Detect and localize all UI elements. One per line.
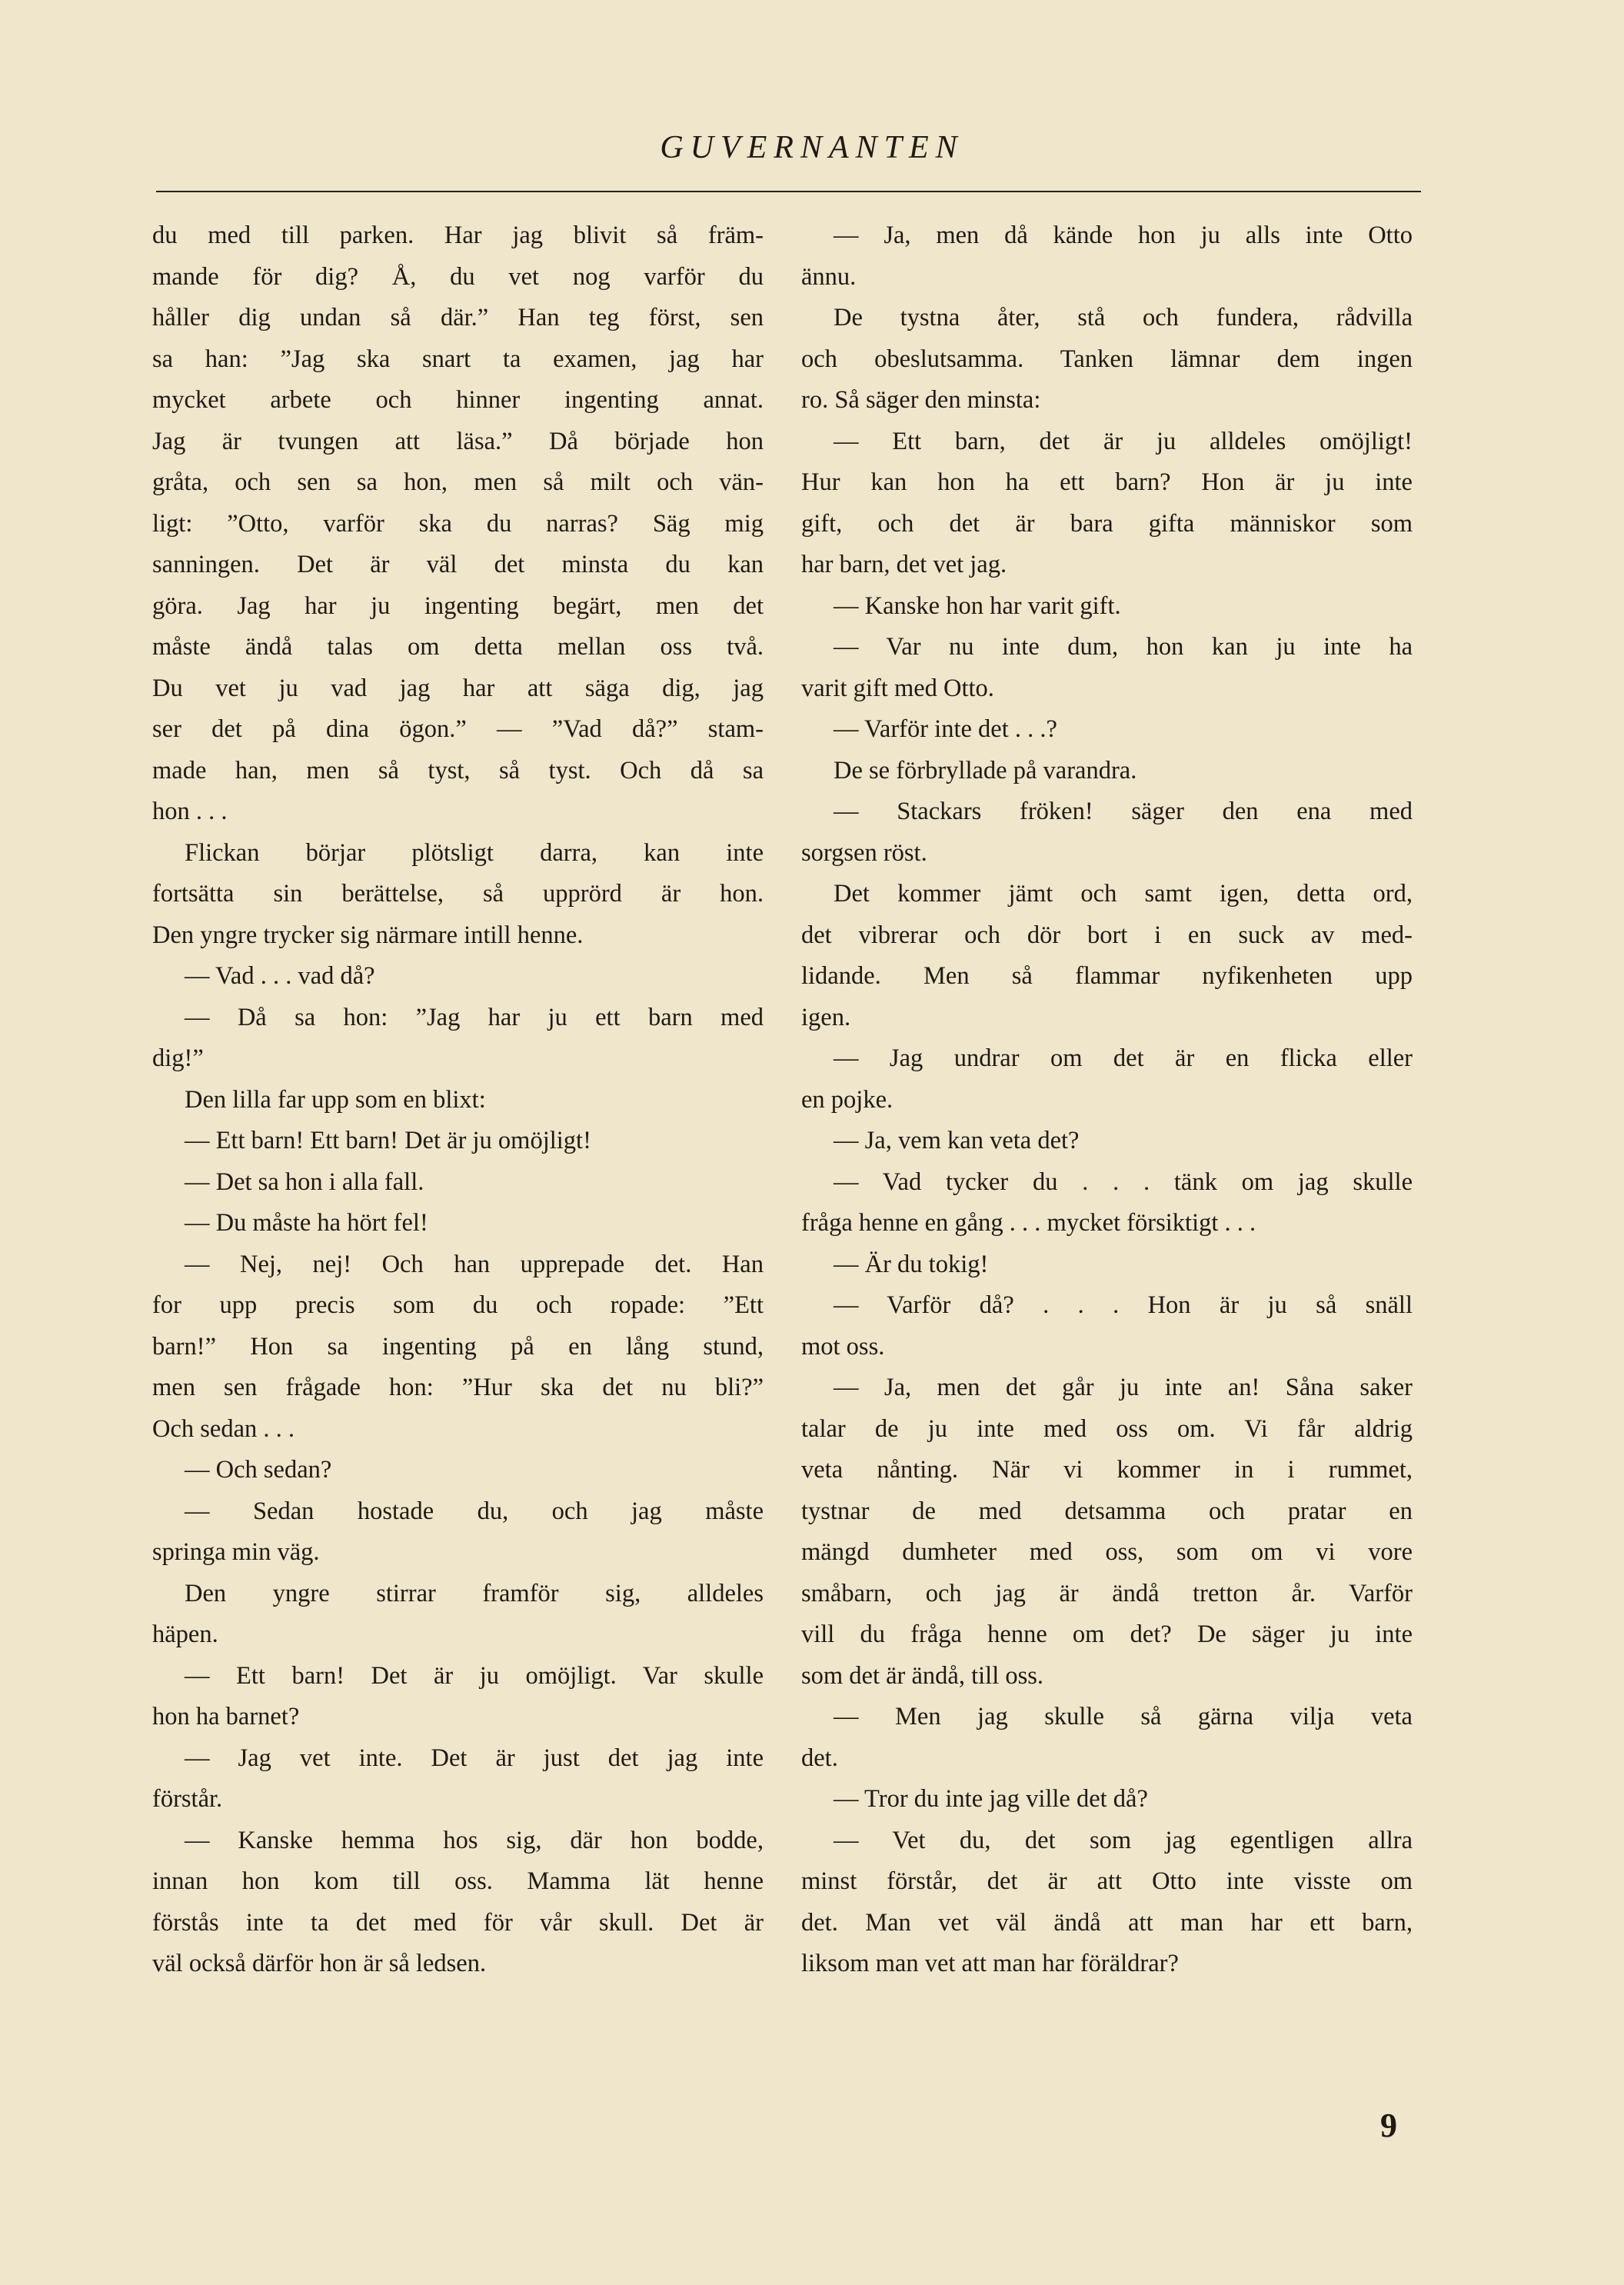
paragraph [801,1244,1413,1286]
paragraph [801,874,1413,1038]
text-line: mande för dig? Å, du vet nog varför du [152,262,764,291]
running-title: GUVERNANTEN [660,130,964,165]
text-line: innan hon kom till oss. Mamma lät henne [152,1867,764,1895]
text-line: — Jag undrar om det är en flicka eller [834,1044,1413,1072]
text-line: De se förbryllade på varandra. [834,756,1137,784]
text-line: liksom man vet att man har föräldrar? [801,1950,1179,1977]
paragraph [152,1491,764,1574]
right-text-column [801,215,1413,1985]
text-line: hon . . . [152,798,228,825]
text-line: ligt: ”Otto, varför ska du narras? Säg mig [152,509,764,538]
text-line: fortsätta sin berättelse, så upprörd är hon. [152,880,764,908]
text-line: varit gift med Otto. [801,674,994,702]
paragraph [152,956,764,998]
text-line: gråta, och sen sa hon, men så milt och vän- [152,468,764,496]
text-line: springa min väg. [152,1538,320,1566]
text-line: det. [801,1744,838,1772]
header-rule [156,191,1421,192]
paragraph [801,1038,1413,1121]
text-line: hon ha barnet? [152,1703,300,1730]
text-line: det vibrerar och dör bort i en suck av med- [801,921,1413,949]
paragraph [801,298,1413,421]
paragraph [801,627,1413,709]
text-line: — Kanske hemma hos sig, där hon bodde, [185,1826,764,1854]
paragraph [801,1779,1413,1820]
text-line: du med till parken. Har jag blivit så främ- [152,222,764,249]
text-line: Den lilla far upp som en blixt: [185,1085,486,1114]
text-line: — Ja, men det går ju inte an! Såna saker [834,1374,1413,1401]
paragraph [801,215,1413,298]
paragraph [152,998,764,1080]
text-line: talar de ju inte med oss om. Vi får aldrig [801,1414,1413,1443]
paragraph [801,1285,1413,1367]
paragraph [152,833,764,957]
text-line: häpen. [152,1620,218,1648]
text-line: ro. Så säger den minsta: [801,386,1041,414]
text-line: lidande. Men så flammar nyfikenheten upp [801,962,1413,990]
text-line: förstår. [152,1785,223,1813]
text-line: veta nånting. När vi kommer in i rummet, [801,1456,1413,1484]
text-line: — Det sa hon i alla fall. [185,1167,424,1196]
paragraph [152,1162,764,1204]
paragraph [801,1162,1413,1244]
text-line: — Ja, men då kände hon ju alls inte Otto [834,222,1413,249]
text-line: måste ändå talas om detta mellan oss två. [152,633,764,661]
paragraph [801,751,1413,792]
page-number: 9 [1380,2107,1397,2144]
text-line: — Vad . . . vad då? [185,962,375,990]
text-line: — Var nu inte dum, hon kan ju inte ha [834,633,1413,661]
text-line: gift, och det är bara gifta människor som [801,509,1413,538]
paragraph [801,1121,1413,1162]
text-line: igen. [801,1003,851,1031]
text-line: — Då sa hon: ”Jag har ju ett barn med [185,1003,764,1031]
text-line: mycket arbete och hinner ingenting annat. [152,386,764,414]
paragraph [152,1738,764,1820]
text-line: Den yngre trycker sig närmare intill henne. [152,921,584,949]
text-line: sa han: ”Jag ska snart ta examen, jag har [152,345,764,373]
text-line: Det kommer jämt och samt igen, detta ord, [834,880,1413,908]
text-line: tystnar de med detsamma och pratar en [801,1497,1413,1525]
text-line: göra. Jag har ju ingenting begärt, men det [152,591,764,620]
text-line: småbarn, och jag är ändå tretton år. Varför [801,1579,1413,1607]
text-line: vill du fråga henne om det? De säger ju inte [801,1620,1413,1648]
text-line: — Vet du, det som jag egentligen allra [834,1826,1413,1854]
text-line: — Du måste ha hört fel! [185,1209,428,1237]
text-line: — Och sedan? [185,1456,332,1484]
text-line: håller dig undan så där.” Han teg först, sen [152,304,764,331]
paragraph [801,709,1413,751]
left-text-column [152,215,764,1985]
paragraph [801,421,1413,586]
text-line: — Vad tycker du . . . tänk om jag skulle [834,1167,1413,1196]
text-line: — Jag vet inte. Det är just det jag inte [185,1744,764,1772]
text-line: men sen frågade hon: ”Hur ska det nu bli?” [152,1374,764,1401]
paragraph [801,586,1413,628]
text-line: sanningen. Det är väl det minsta du kan [152,551,764,578]
text-line: sorgsen röst. [801,838,927,867]
text-line: — Men jag skulle så gärna vilja veta [834,1703,1413,1730]
text-line: Jag är tvungen att läsa.” Då började hon [152,427,764,455]
text-line: ännu. [801,262,857,291]
text-line: Den yngre stirrar framför sig, alldeles [185,1579,764,1607]
text-line: Hur kan hon ha ett barn? Hon är ju inte [801,468,1413,496]
text-line: mängd dumheter med oss, som om vi vore [801,1538,1413,1566]
text-line: fråga henne en gång . . . mycket försiktigt . . . [801,1209,1256,1237]
paragraph [152,1121,764,1162]
paragraph [152,1574,764,1656]
paragraph [152,1203,764,1244]
text-line: — Tror du inte jag ville det då? [834,1785,1148,1813]
paragraph [152,1450,764,1491]
text-line: — Ja, vem kan veta det? [834,1127,1080,1154]
text-line: — Ett barn! Ett barn! Det är ju omöjligt! [185,1127,591,1154]
text-line: Och sedan . . . [152,1414,295,1443]
text-line: — Kanske hon har varit gift. [834,591,1121,620]
paragraph [152,1080,764,1121]
text-line: förstås inte ta det med för vår skull. Det är [152,1908,764,1937]
text-line: — Ett barn, det är ju alldeles omöjligt! [834,427,1413,455]
text-line: dig!” [152,1044,204,1072]
paragraph [152,1820,764,1985]
paragraph [801,791,1413,874]
text-line: Du vet ju vad jag har att säga dig, jag [152,674,764,702]
text-line: De tystna åter, stå och fundera, rådvilla [834,304,1413,331]
text-line: det. Man vet väl ändå att man har ett barn, [801,1908,1413,1937]
paragraph [152,215,764,833]
text-line: — Nej, nej! Och han upprepade det. Han [185,1250,764,1278]
text-line: — Stackars fröken! säger den ena med [834,798,1413,825]
text-line: som det är ändå, till oss. [801,1661,1044,1690]
text-line: och obeslutsamma. Tanken lämnar dem ingen [801,345,1413,373]
text-line: väl också därför hon är så ledsen. [152,1950,487,1977]
text-line: har barn, det vet jag. [801,551,1007,578]
text-line: Flickan börjar plötsligt darra, kan inte [185,838,764,867]
text-line: barn!” Hon sa ingenting på en lång stund, [152,1332,764,1361]
text-line: mot oss. [801,1332,885,1361]
text-line: — Sedan hostade du, och jag måste [185,1497,764,1525]
text-line: — Ett barn! Det är ju omöjligt. Var skulle [185,1661,764,1690]
text-line: made han, men så tyst, så tyst. Och då sa [152,756,764,784]
text-line: — Varför då? . . . Hon är ju så snäll [834,1291,1413,1319]
text-line: en pojke. [801,1085,894,1114]
text-line: for upp precis som du och ropade: ”Ett [152,1291,764,1319]
paragraph [152,1244,764,1451]
text-line: minst förstår, det är att Otto inte visste om [801,1867,1413,1895]
paragraph [801,1697,1413,1779]
paragraph [801,1367,1413,1697]
text-line: ser det på dina ögon.” — ”Vad då?” stam- [152,715,764,743]
paragraph [152,1656,764,1738]
paragraph [801,1820,1413,1985]
text-line: — Varför inte det . . .? [834,715,1057,743]
text-line: — Är du tokig! [834,1250,989,1278]
